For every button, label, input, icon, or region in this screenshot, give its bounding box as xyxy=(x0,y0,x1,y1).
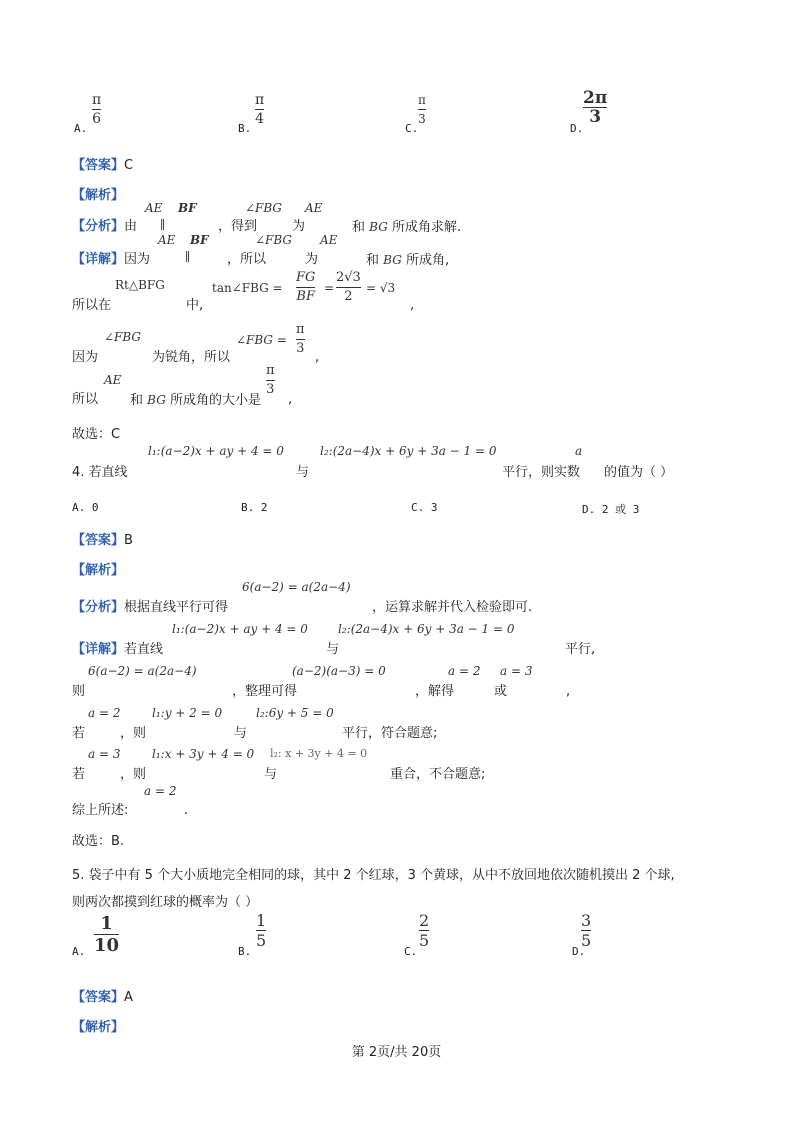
q3-xj1-tail xyxy=(366,252,449,269)
q3-xj2-tan: tan∠FBG = xyxy=(212,281,283,295)
numerator: π xyxy=(266,363,275,378)
answer-tag: 【答案】 xyxy=(72,990,125,1005)
text: 和 xyxy=(130,393,144,408)
q3-xj3-text-2: 为锐角，所以 xyxy=(152,350,231,365)
bg-var: BG xyxy=(369,220,388,234)
q3-fenxi-ae: AE xyxy=(145,201,163,215)
q5-line-1: 5. 袋子中有 5 个大小质地完全相同的球，其中 2 个红球，3 个黄球，从中不放回地依次随机摸出 2 个球, xyxy=(72,868,675,883)
q4-fenxi xyxy=(72,600,228,616)
q4-xj1-l1: l₁:(a−2)x + ay + 4 = 0 xyxy=(172,622,308,636)
q4-xj4-a: a = 3 xyxy=(88,747,121,761)
q3-xj2-eq: = xyxy=(324,281,335,295)
q4-xiangjie-1 xyxy=(72,642,163,658)
q4-xj2-text-2: ，整理可得 xyxy=(232,684,298,699)
q5-option-d-label: D. xyxy=(572,945,586,958)
q4-xj3-text-3: 与 xyxy=(234,726,248,741)
label: C. xyxy=(411,501,425,514)
q4-xj3-l2: l₂:6y + 5 = 0 xyxy=(256,706,334,720)
answer-value: A xyxy=(124,990,133,1005)
q3-option-b-fraction xyxy=(255,92,264,127)
text: 若直线 xyxy=(124,642,164,657)
q3-xj2-result: = √3 xyxy=(366,281,396,295)
value: 2 xyxy=(260,501,268,514)
numerator: π xyxy=(255,92,265,108)
q5-option-a-label: A. xyxy=(72,945,86,958)
q3-xj3-eqlhs: ∠FBG = xyxy=(236,333,287,347)
q3-xj1-ae: AE xyxy=(158,233,176,247)
q4-xj1-l2: l₂:(2a−4)x + 6y + 3a − 1 = 0 xyxy=(338,622,515,636)
q3-xj2-text-1: 所以在 xyxy=(72,298,112,313)
numerator: 3 xyxy=(581,911,592,930)
value: 2 或 3 xyxy=(601,503,640,516)
q4-xj4-text-2: ，则 xyxy=(120,767,147,782)
q4-text-2: 与 xyxy=(296,465,310,480)
q4-xj2-eq: 6(a−2) = a(2a−4) xyxy=(88,664,197,678)
q4-choose: 故选：B. xyxy=(72,834,125,849)
numerator: 1 xyxy=(100,913,113,934)
q4-xj4-text-1: 若 xyxy=(72,767,86,782)
q5-option-b-label: B. xyxy=(238,945,252,958)
text: 所成角的大小是 xyxy=(169,393,261,408)
page-footer: 第 2页/共 20页 xyxy=(351,1045,442,1060)
q5-option-a-fraction xyxy=(94,914,119,955)
numerator: FG xyxy=(296,270,316,285)
denominator: 10 xyxy=(94,935,120,956)
q3-xj1-ae2: AE xyxy=(320,233,338,247)
denominator: 6 xyxy=(92,111,102,127)
q4-xj2-text-3: ，解得 xyxy=(415,684,455,699)
q4-sum-text: 综上所述: xyxy=(72,803,129,818)
q3-xj3-end: , xyxy=(315,350,320,365)
q3-fenxi-bf: BF xyxy=(178,201,197,215)
q4-text-4: 的值为（ ） xyxy=(604,465,674,480)
answer-value: B xyxy=(124,533,133,548)
q4-xj3-text-4: 平行，符合题意; xyxy=(342,726,438,741)
q4-xj4-l2: l₂: x + 3y + 4 = 0 xyxy=(270,747,368,760)
q4-analysis-tag: 【解析】 xyxy=(72,563,125,578)
q4-sum-end: . xyxy=(184,803,189,818)
answer-tag: 【答案】 xyxy=(72,533,125,548)
q4-var: a xyxy=(575,444,583,458)
q5-option-b-fraction xyxy=(256,912,266,949)
q3-xj2-fg-bf xyxy=(296,270,315,305)
q3-xj4-end: , xyxy=(288,392,293,407)
q3-xj4-fraction xyxy=(266,363,275,398)
q3-fenxi-tail xyxy=(352,219,461,236)
q3-xiangjie-1 xyxy=(72,252,150,268)
q4-xj3-a: a = 2 xyxy=(88,706,121,720)
numerator: π xyxy=(296,322,305,337)
q5-analysis-tag: 【解析】 xyxy=(72,1020,125,1035)
numerator: 2π xyxy=(583,88,608,108)
q3-answer xyxy=(72,158,133,174)
q4-option-d xyxy=(582,501,639,517)
q3-option-d-fraction xyxy=(583,90,607,125)
text: 所成角, xyxy=(405,253,450,268)
fenxi-text: 由 xyxy=(124,219,138,234)
bg-var: BG xyxy=(147,393,166,407)
fenxi-tag: 【分析】 xyxy=(72,219,125,234)
q5-option-c-fraction xyxy=(419,912,429,949)
answer-value: C xyxy=(124,158,134,173)
q3-xj4-text-1: 所以 xyxy=(72,392,99,407)
q3-analysis-tag: 【解析】 xyxy=(72,188,125,203)
fenxi-tag: 【分析】 xyxy=(72,600,125,615)
label: B. xyxy=(241,501,255,514)
text: 因为 xyxy=(124,252,151,267)
q3-choose: 故选：C xyxy=(72,427,121,442)
xiangjie-tag: 【详解】 xyxy=(72,642,125,657)
q4-option-c xyxy=(411,501,438,514)
q3-option-b-label: B. xyxy=(238,122,252,135)
text: 根据直线平行可得 xyxy=(124,600,229,615)
q3-xj4-tail xyxy=(130,392,261,409)
bg-var: BG xyxy=(383,253,402,267)
q4-text-1: 4. 若直线 xyxy=(72,465,128,480)
numerator: π xyxy=(92,92,102,108)
q5-option-c-label: C. xyxy=(404,945,418,958)
q4-fenxi-text-2: ，运算求解并代入检验即可. xyxy=(372,600,533,615)
q3-xj2-end: , xyxy=(410,298,415,313)
q4-fenxi-eq: 6(a−2) = a(2a−4) xyxy=(242,580,351,594)
value: 0 xyxy=(91,501,99,514)
label: D. xyxy=(582,503,596,516)
q5-option-d-fraction xyxy=(581,912,591,949)
q4-xj3-text-2: ，则 xyxy=(120,726,147,741)
q4-xj4-l1: l₁:x + 3y + 4 = 0 xyxy=(152,747,255,761)
denominator: 3 xyxy=(296,341,305,356)
xiangjie-tag: 【详解】 xyxy=(72,252,125,267)
label: A. xyxy=(72,501,86,514)
denominator: 5 xyxy=(419,931,430,950)
text: 所成角求解. xyxy=(391,220,462,235)
q4-option-b xyxy=(241,501,268,514)
denominator: 3 xyxy=(589,107,602,127)
q3-xj1-text-3: 为 xyxy=(305,252,319,267)
q3-xj4-ae: AE xyxy=(104,373,122,387)
q3-option-c-fraction xyxy=(418,92,426,127)
q3-xj1-text-2: ，所以 xyxy=(227,252,267,267)
numerator: 2√3 xyxy=(336,270,361,285)
denominator: 2 xyxy=(344,289,353,304)
q4-xj3-text-1: 若 xyxy=(72,726,86,741)
q3-fenxi-text-3: 为 xyxy=(292,219,306,234)
q4-xj3-l1: l₁:y + 2 = 0 xyxy=(152,706,223,720)
q3-xj2-text-2: 中, xyxy=(186,298,204,313)
denominator: 4 xyxy=(255,111,265,127)
q4-text-3: 平行，则实数 xyxy=(502,465,581,480)
q3-fenxi-parallel: ∥ xyxy=(160,218,166,232)
q3-fenxi xyxy=(72,219,137,235)
denominator: BF xyxy=(296,289,315,304)
numerator: π xyxy=(418,93,426,107)
value: 3 xyxy=(430,501,438,514)
q5-line-2: 则两次都摸到红球的概率为（ ） xyxy=(72,895,259,910)
q4-xj2-a3: a = 3 xyxy=(500,664,533,678)
q3-xj2-fraction xyxy=(336,270,361,305)
q4-xj4-text-3: 与 xyxy=(264,767,278,782)
text: 和 xyxy=(366,253,380,268)
denominator: 5 xyxy=(256,931,267,950)
text: 和 xyxy=(352,220,366,235)
q3-option-a-fraction xyxy=(92,92,101,127)
q4-xj1-text-2: 与 xyxy=(326,642,340,657)
q3-xj1-bf: BF xyxy=(190,233,209,247)
q3-xj3-angle: ∠FBG xyxy=(104,330,142,344)
q3-xj2-triangle: Rt△BFG xyxy=(115,278,165,292)
q4-xj2-end: , xyxy=(566,684,571,699)
answer-tag: 【答案】 xyxy=(72,158,125,173)
denominator: 5 xyxy=(581,931,592,950)
q3-fenxi-text-2: ，得到 xyxy=(218,219,258,234)
numerator: 1 xyxy=(256,911,267,930)
q5-answer xyxy=(72,990,133,1006)
q3-option-c-label: C. xyxy=(405,122,419,135)
q3-xj1-angle: ∠FBG xyxy=(255,233,293,247)
q4-sum-a: a = 2 xyxy=(144,784,177,798)
q3-xj1-parallel: ∥ xyxy=(185,250,191,264)
q4-l1: l₁:(a−2)x + ay + 4 = 0 xyxy=(148,444,284,458)
q3-option-a-label: A. xyxy=(74,122,88,135)
q4-xj2-text-1: 则 xyxy=(72,684,86,699)
q4-answer xyxy=(72,533,133,549)
denominator: 3 xyxy=(418,112,426,126)
q4-xj2-or: 或 xyxy=(494,684,508,699)
q4-option-a xyxy=(72,501,99,514)
q3-fenxi-angle: ∠FBG xyxy=(245,201,283,215)
q4-xj2-eq2: (a−2)(a−3) = 0 xyxy=(292,664,386,678)
q3-option-d-label: D. xyxy=(570,122,584,135)
q4-xj2-a2: a = 2 xyxy=(448,664,481,678)
q4-xj1-text-3: 平行, xyxy=(565,642,596,657)
q3-fenxi-ae2: AE xyxy=(305,201,323,215)
q4-l2: l₂:(2a−4)x + 6y + 3a − 1 = 0 xyxy=(320,444,497,458)
q3-xj3-fraction xyxy=(296,322,305,357)
denominator: 3 xyxy=(266,382,275,397)
q4-xj4-text-4: 重合，不合题意; xyxy=(390,767,486,782)
numerator: 2 xyxy=(419,911,430,930)
q3-xj3-text-1: 因为 xyxy=(72,350,99,365)
